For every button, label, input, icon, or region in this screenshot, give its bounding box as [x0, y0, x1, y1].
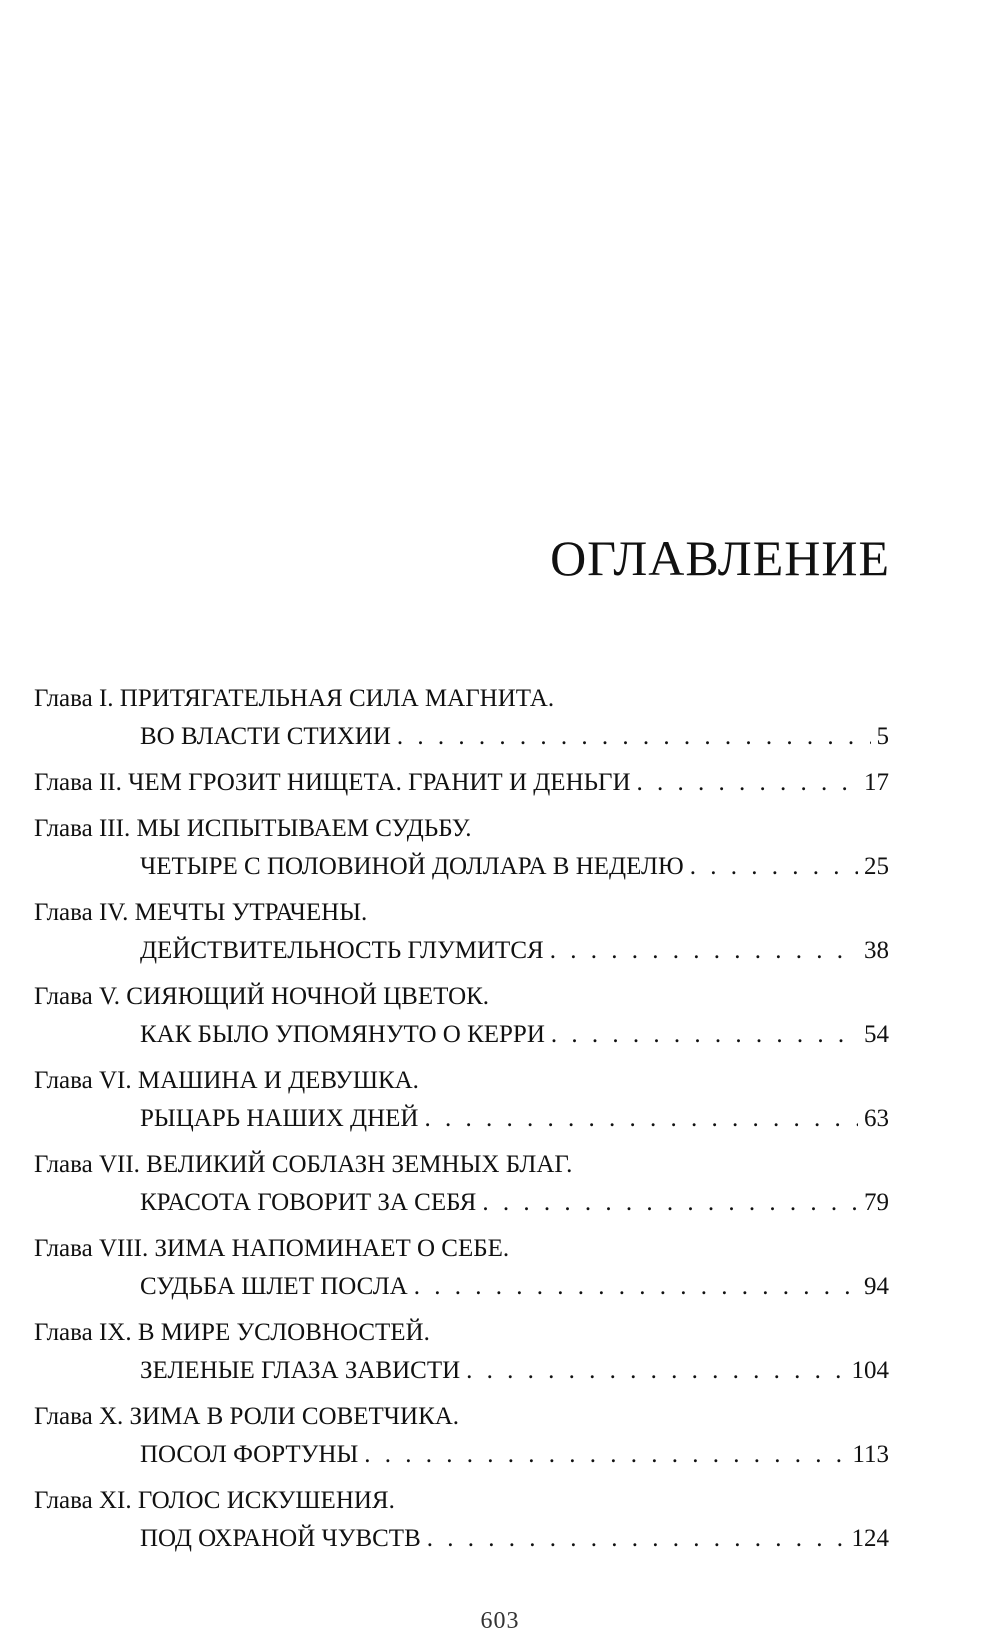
chapter-subtitle-row [34, 1520, 889, 1558]
chapter-title-line: Глава VII. ВЕЛИКИЙ СОБЛАЗН ЗЕМНЫХ БЛАГ. [34, 1151, 573, 1178]
page-number: 38 [864, 937, 889, 964]
chapter-subtitle: ЗЕЛЕНЫЕ ГЛАЗА ЗАВИСТИ [140, 1357, 461, 1384]
chapter-title-line: Глава XI. ГОЛОС ИСКУШЕНИЯ. [34, 1487, 395, 1514]
toc-entry [34, 1314, 889, 1390]
dot-leader [427, 1520, 846, 1558]
chapter-subtitle: ДЕЙСТВИТЕЛЬНОСТЬ ГЛУМИТСЯ [140, 937, 544, 964]
chapter-subtitle: ВО ВЛАСТИ СТИХИИ [140, 723, 391, 750]
chapter-title-line: Глава IX. В МИРЕ УСЛОВНОСТЕЙ. [34, 1319, 430, 1346]
dot-leader [424, 1100, 858, 1138]
chapter-subtitle-row [34, 932, 889, 970]
page-number: 5 [876, 723, 889, 750]
chapter-subtitle-row [34, 718, 889, 756]
chapter-title-line: Глава VIII. ЗИМА НАПОМИНАЕТ О СЕБЕ. [34, 1235, 510, 1262]
toc-entry [34, 764, 889, 802]
footer-page-number: 603 [480, 1608, 520, 1634]
dot-leader [466, 1352, 845, 1390]
chapter-subtitle: СУДЬБА ШЛЕТ ПОСЛА [140, 1273, 408, 1300]
page-number: 17 [864, 769, 889, 796]
toc-entry [34, 810, 889, 886]
toc-entry [34, 1146, 889, 1222]
chapter-subtitle: РЫЦАРЬ НАШИХ ДНЕЙ [140, 1105, 419, 1132]
dot-leader [551, 1016, 858, 1054]
toc-entry [34, 894, 889, 970]
page-number: 113 [852, 1441, 889, 1468]
chapter-title-line: Глава I. ПРИТЯГАТЕЛЬНАЯ СИЛА МАГНИТА. [34, 685, 555, 712]
chapter-title-line: Глава X. ЗИМА В РОЛИ СОВЕТЧИКА. [34, 1403, 460, 1430]
toc-entry [34, 1062, 889, 1138]
page-number: 124 [851, 1525, 889, 1552]
dot-leader [414, 1268, 858, 1306]
chapter-title-line: Глава II. ЧЕМ ГРОЗИТ НИЩЕТА. ГРАНИТ И ДЕНЬГИ [34, 769, 631, 796]
dot-leader [397, 718, 871, 756]
chapter-title-line: Глава V. СИЯЮЩИЙ НОЧНОЙ ЦВЕТОК. [34, 983, 490, 1010]
dot-leader [637, 764, 859, 802]
chapter-subtitle: КРАСОТА ГОВОРИТ ЗА СЕБЯ [140, 1189, 477, 1216]
chapter-title-line: Глава IV. МЕЧТЫ УТРАЧЕНЫ. [34, 899, 368, 926]
chapter-subtitle: ПОСОЛ ФОРТУНЫ [140, 1441, 359, 1468]
chapter-subtitle-row [34, 1436, 889, 1474]
table-of-contents [34, 680, 889, 1566]
dot-leader [690, 848, 858, 886]
chapter-title-line: Глава III. МЫ ИСПЫТЫВАЕМ СУДЬБУ. [34, 815, 472, 842]
chapter-subtitle-row [34, 1100, 889, 1138]
chapter-title-row [34, 764, 889, 802]
chapter-subtitle-row [34, 1016, 889, 1054]
page-number: 25 [864, 853, 889, 880]
page-title: ОГЛАВЛЕНИЕ [550, 530, 890, 586]
dot-leader [482, 1184, 858, 1222]
page-number: 63 [864, 1105, 889, 1132]
page-number: 104 [851, 1357, 889, 1384]
page-number: 54 [864, 1021, 889, 1048]
dot-leader [550, 932, 858, 970]
page-number: 79 [864, 1189, 889, 1216]
toc-entry [34, 680, 889, 756]
chapter-subtitle: КАК БЫЛО УПОМЯНУТО О КЕРРИ [140, 1021, 545, 1048]
toc-entry [34, 1230, 889, 1306]
toc-entry [34, 978, 889, 1054]
chapter-subtitle-row [34, 1352, 889, 1390]
dot-leader [364, 1436, 846, 1474]
page-number: 94 [864, 1273, 889, 1300]
chapter-title-line: Глава VI. МАШИНА И ДЕВУШКА. [34, 1067, 419, 1094]
toc-entry [34, 1398, 889, 1474]
chapter-subtitle: ЧЕТЫРЕ С ПОЛОВИНОЙ ДОЛЛАРА В НЕДЕЛЮ [140, 853, 684, 880]
chapter-subtitle-row [34, 1184, 889, 1222]
toc-entry [34, 1482, 889, 1558]
chapter-subtitle-row [34, 848, 889, 886]
chapter-subtitle: ПОД ОХРАНОЙ ЧУВСТВ [140, 1525, 421, 1552]
chapter-subtitle-row [34, 1268, 889, 1306]
